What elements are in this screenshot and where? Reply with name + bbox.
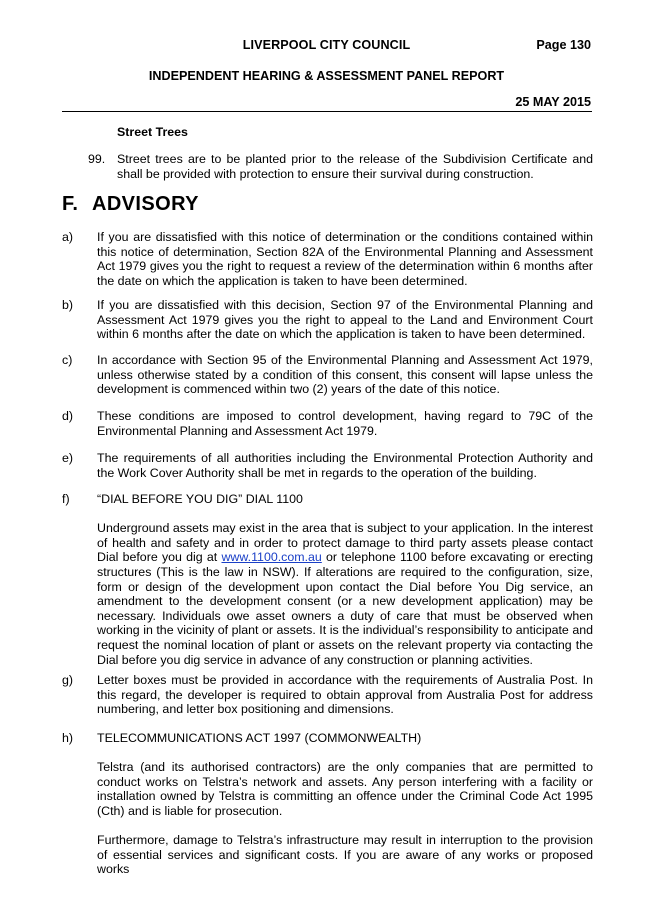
advisory-item-a	[62, 230, 593, 288]
item-heading: “DIAL BEFORE YOU DIG” DIAL 1100	[97, 492, 303, 506]
item-text: If you are dissatisfied with this decision, Section 97 of the Environmental Planning and Assessment Act 1979 gives you the right to appeal to the Land and Environment Court within 6 months after the date on which the application is taken to have been determined.	[97, 298, 593, 342]
item-heading: TELECOMMUNICATIONS ACT 1997 (COMMONWEALTH)	[97, 731, 422, 745]
report-date: 25 MAY 2015	[515, 95, 591, 109]
council-name: LIVERPOOL CITY COUNCIL	[242, 38, 411, 52]
item-text: These conditions are imposed to control development, having regard to 79C of the Environmental Planning and Assessment Act 1979.	[97, 409, 593, 438]
item-label: g)	[62, 673, 74, 687]
item-text: Letter boxes must be provided in accordance with the requirements of Australia Post. In this regard, the developer is required to obtain approval from Australia Post for address numbering, and letter box positioning and dimensions.	[97, 673, 593, 717]
item-label: a)	[62, 230, 74, 244]
section-title-text: ADVISORY	[92, 193, 199, 215]
section-letter: F.	[62, 193, 79, 215]
condition-99	[88, 152, 593, 181]
item-label: d)	[62, 409, 74, 423]
item-text: In accordance with Section 95 of the Environmental Planning and Assessment Act 1979, unless otherwise stated by a condition of this consent, this consent will lapse unless the development is commenced within two (2) years of the date of this notice.	[97, 353, 593, 397]
advisory-item-h	[62, 731, 593, 877]
advisory-item-c	[62, 353, 593, 397]
condition-number: 99.	[88, 152, 106, 166]
item-text: Telstra (and its authorised contractors) are the only companies that are permitted to conduct works on Telstra’s network and assets. Any person interfering with a facility or installation owned by Telstra is committing an offence under the Criminal Code Act 1995 (Cth) and is liable for prosecution.	[97, 760, 593, 818]
item-label: b)	[62, 298, 74, 312]
page-number: Page 130	[536, 38, 591, 52]
advisory-item-e	[62, 451, 593, 480]
item-text: The requirements of all authorities including the Environmental Protection Authority and the Work Cover Authority shall be met in regards to the operation of the building.	[97, 451, 593, 480]
advisory-item-f	[62, 492, 593, 667]
advisory-item-d	[62, 409, 593, 438]
advisory-item-b	[62, 298, 593, 342]
advisory-item-g	[62, 673, 593, 717]
item-label: e)	[62, 451, 74, 465]
report-title: INDEPENDENT HEARING & ASSESSMENT PANEL REPORT	[148, 69, 505, 83]
item-text: Furthermore, damage to Telstra’s infrastructure may result in interruption to the provision of essential services and significant costs. If you are aware of any works or proposed works	[97, 833, 593, 877]
text-after-link: or telephone 1100 before excavating or erecting structures (This is the law in NSW). If alterations are required to the configuration, size, form or design of the development upon contact the Dial before You Dig service, an amendment to the development consent (or a new development application) may be necessary. Individuals owe asset owners a duty of care that must be observed when working in the vicinity of plant or assets. It is the individual’s responsibility to anticipate and request the nominal location of plant or assets on the relevant property via contacting the Dial before you dig service in advance of any construction or planning activities.	[97, 550, 593, 667]
condition-text: Street trees are to be planted prior to the release of the Subdivision Certificate and shall be provided with protection to ensure their survival during construction.	[117, 152, 593, 181]
dial-before-you-dig-link[interactable]: www.1100.com.au	[221, 550, 322, 565]
item-label: f)	[62, 492, 70, 506]
header-divider	[62, 111, 592, 112]
section-heading	[62, 193, 199, 216]
item-label: h)	[62, 731, 74, 745]
street-trees-heading: Street Trees	[117, 125, 188, 139]
item-text: If you are dissatisfied with this notice of determination or the conditions contained within this notice of determination, Section 82A of the Environmental Planning and Assessment Act 1979 gives you the right to request a review of the determination within 6 months after the date on which the application is taken to have been determined.	[97, 230, 593, 288]
item-text	[97, 521, 593, 667]
item-label: c)	[62, 353, 73, 367]
text-before-link: Underground assets may exist in the area that is subject to your application. In the interest of health and safety and in order to protect damage to third party assets please contact Dial before you dig at	[97, 521, 593, 565]
